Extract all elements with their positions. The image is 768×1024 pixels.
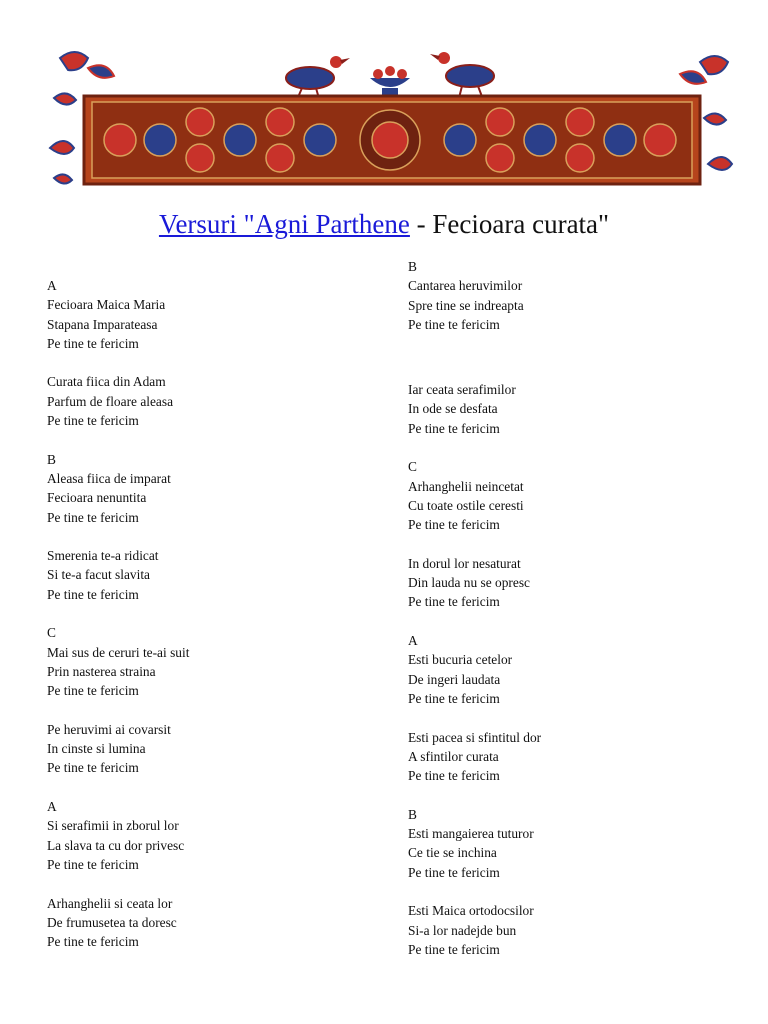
lyric-line: Pe tine te fericim: [47, 856, 139, 872]
lyric-line: B: [47, 451, 56, 467]
lyric-line: Fecioara nenuntita: [47, 490, 147, 506]
lyric-line: B: [408, 259, 417, 274]
lyric-line: Esti mangaierea tuturor: [408, 826, 534, 842]
lyric-line: B: [408, 806, 417, 822]
lyric-line: Arhanghelii neincetat: [408, 478, 524, 494]
stanza-gap: [47, 701, 189, 720]
lyric-line: In dorul lor nesaturat: [408, 555, 521, 571]
stanza-gap: [47, 527, 189, 546]
lyric-line: Pe heruvimi ai covarsit: [47, 721, 171, 737]
lyric-line: Parfum de floare aleasa: [47, 393, 174, 409]
lyric-line: Cu toate ostile ceresti: [408, 497, 524, 513]
lyric-line: In ode se desfata: [408, 401, 498, 417]
stanza-gap: [408, 882, 541, 901]
fruit-bowl-icon: [370, 66, 410, 96]
stanza-gap: [408, 438, 541, 457]
lyric-line: De ingeri laudata: [408, 671, 501, 687]
page-title: [0, 206, 768, 242]
lyric-line: In cinste si lumina: [47, 741, 146, 757]
lyric-line: Pe tine te fericim: [47, 413, 139, 429]
stanza-gap: [47, 874, 189, 893]
lyric-line: C: [408, 459, 417, 475]
title-link[interactable]: Versuri "Agni Parthene: [158, 209, 410, 239]
lyric-line: Arhanghelii si ceata lor: [47, 895, 173, 911]
lyric-line: A: [47, 278, 57, 293]
lyric-line: Pe tine te fericim: [408, 864, 500, 880]
lyric-line: La slava ta cu dor privesc: [47, 837, 185, 853]
lyric-line: Pe tine te fericim: [47, 934, 139, 950]
lyric-line: Pe tine te fericim: [408, 517, 500, 533]
stanza-gap: [408, 535, 541, 554]
lyric-line: Spre tine se indreapta: [408, 297, 524, 313]
stanza-gap: [47, 778, 189, 797]
lyric-line: Pe tine te fericim: [408, 316, 500, 332]
stanza-gap: [47, 353, 189, 372]
lyric-line: A: [47, 799, 57, 815]
lyric-line: Cantarea heruvimilor: [408, 278, 523, 294]
lyric-line: Pe tine te fericim: [408, 768, 500, 784]
lyric-line: Aleasa fiica de imparat: [47, 470, 171, 486]
lyric-line: Pe tine te fericim: [47, 335, 139, 351]
lyric-line: A: [408, 633, 418, 649]
left-lyrics-column: [47, 276, 189, 951]
lyric-line: Esti Maica ortodocsilor: [408, 903, 534, 919]
lyric-line: Si serafimii in zborul lor: [47, 818, 179, 834]
lyric-line: Pe tine te fericim: [408, 690, 500, 706]
lyric-line: De frumusetea ta doresc: [47, 914, 177, 930]
ornamental-banner: [40, 38, 740, 198]
lyric-line: Pe tine te fericim: [47, 586, 139, 602]
lyric-line: Curata fiica din Adam: [47, 374, 166, 390]
lyric-line: Pe tine te fericim: [47, 760, 139, 776]
right-lyrics-column: [408, 257, 541, 959]
lyric-line: Pe tine te fericim: [408, 420, 500, 436]
stanza-gap: [47, 604, 189, 623]
lyric-line: Pe tine te fericim: [47, 509, 139, 525]
stanza-gap: [408, 334, 541, 380]
lyric-line: Stapana Imparateasa: [47, 316, 158, 332]
lyric-line: Pe tine te fericim: [47, 683, 139, 699]
lyric-line: Pe tine te fericim: [408, 941, 500, 957]
title-rest: - Fecioara curata": [409, 209, 610, 239]
lyric-line: Fecioara Maica Maria: [47, 297, 166, 313]
lyric-line: Smerenia te-a ridicat: [47, 548, 159, 564]
stanza-gap: [408, 612, 541, 631]
lyric-line: Din lauda nu se opresc: [408, 575, 530, 591]
stanza-gap: [408, 708, 541, 727]
lyric-line: Ce tie se inchina: [408, 845, 497, 861]
lyric-line: Iar ceata serafimilor: [408, 382, 516, 398]
stanza-gap: [408, 785, 541, 804]
lyric-line: Prin nasterea straina: [47, 663, 156, 679]
lyric-line: Mai sus de ceruri te-ai suit: [47, 644, 190, 660]
lyric-line: Esti bucuria cetelor: [408, 652, 513, 668]
lyric-line: Esti pacea si sfintitul dor: [408, 729, 542, 745]
lyric-line: Si te-a facut slavita: [47, 567, 150, 583]
lyric-line: C: [47, 625, 56, 641]
lyric-line: Si-a lor nadejde bun: [408, 922, 517, 938]
lyric-line: A sfintilor curata: [408, 748, 499, 764]
stanza-gap: [47, 430, 189, 449]
lyric-line: Pe tine te fericim: [408, 594, 500, 610]
